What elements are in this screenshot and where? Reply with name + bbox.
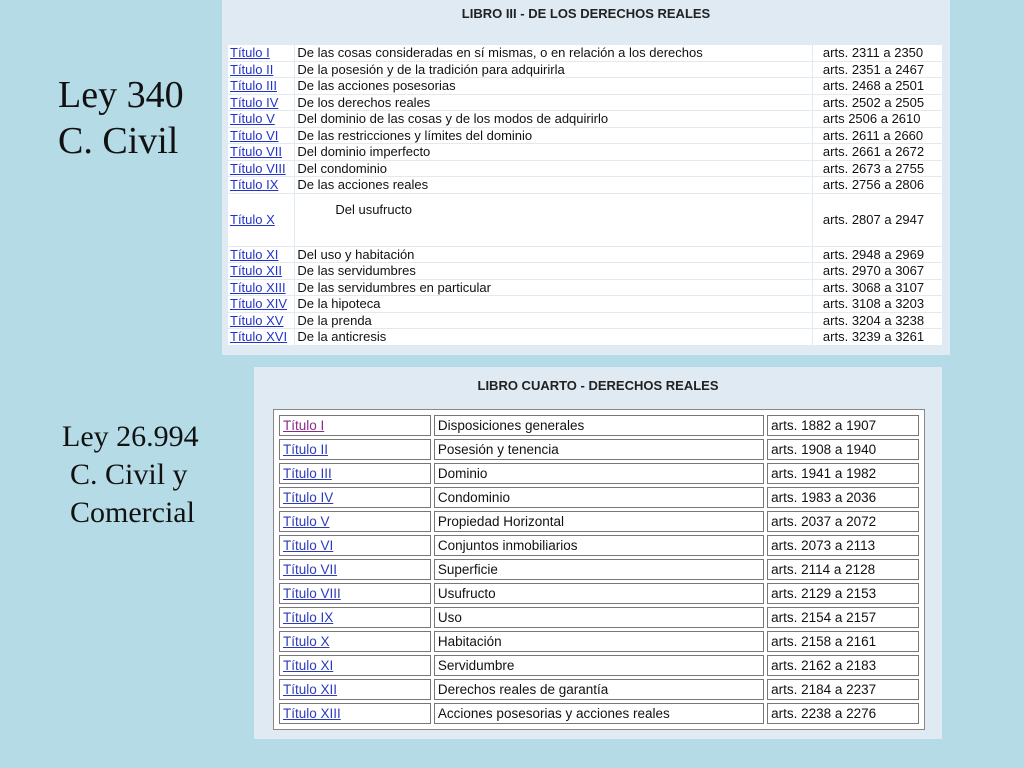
titulo-link[interactable]: Título XI [230, 246, 279, 262]
descripcion-cell: Del usufructo [295, 194, 812, 246]
titulo-cell [228, 111, 294, 127]
table-row [228, 263, 942, 279]
descripcion-cell: De la anticresis [295, 329, 812, 345]
titulo-link[interactable]: Título VII [230, 144, 283, 160]
table-row [279, 511, 919, 532]
ley-340-line-1: Ley 340 [58, 74, 184, 116]
table-row [279, 583, 919, 604]
titulo-cell [279, 415, 431, 436]
descripcion-cell: Condominio [434, 487, 764, 508]
titulo-cell [228, 177, 294, 193]
ley-340-label [58, 72, 184, 164]
arts-cell: arts. 2948 a 2969 [813, 247, 942, 263]
titulo-link[interactable]: Título IX [283, 610, 334, 625]
descripcion-cell: Derechos reales de garantía [434, 679, 764, 700]
arts-cell: arts. 2158 a 2161 [767, 631, 919, 652]
arts-cell: arts. 3239 a 3261 [813, 329, 942, 345]
arts-cell: arts. 2351 a 2467 [813, 62, 942, 78]
titulo-link[interactable]: Título IV [283, 490, 334, 505]
ley-26994-line-3: Comercial [70, 496, 195, 529]
titulo-cell [228, 296, 294, 312]
titulo-link[interactable]: Título XIV [230, 296, 288, 312]
libro-iii-table [227, 44, 943, 346]
table-row [279, 487, 919, 508]
arts-cell: arts. 2502 a 2505 [813, 95, 942, 111]
arts-cell: arts. 2673 a 2755 [813, 161, 942, 177]
libro-cuarto-panel [254, 367, 942, 739]
table-row [279, 463, 919, 484]
table-row [279, 439, 919, 460]
arts-cell: arts. 2311 a 2350 [813, 45, 942, 61]
arts-cell: arts. 1983 a 2036 [767, 487, 919, 508]
descripcion-cell: De las servidumbres en particular [295, 280, 812, 296]
titulo-cell [228, 45, 294, 61]
titulo-cell [228, 144, 294, 160]
table-row [279, 679, 919, 700]
arts-cell: arts. 2970 a 3067 [813, 263, 942, 279]
titulo-cell [279, 535, 431, 556]
table-row [228, 62, 942, 78]
table-row [228, 111, 942, 127]
table-row [279, 655, 919, 676]
arts-cell: arts 2506 a 2610 [813, 111, 942, 127]
arts-cell: arts. 1941 a 1982 [767, 463, 919, 484]
titulo-cell [228, 78, 294, 94]
table-row [279, 607, 919, 628]
titulo-cell [279, 463, 431, 484]
titulo-link[interactable]: Título III [283, 466, 332, 481]
descripcion-cell: Acciones posesorias y acciones reales [434, 703, 764, 724]
arts-cell: arts. 2162 a 2183 [767, 655, 919, 676]
titulo-cell [228, 95, 294, 111]
titulo-link[interactable]: Título V [230, 111, 275, 127]
titulo-link[interactable]: Título I [283, 418, 325, 433]
ley-26994-line-1: Ley 26.994 [62, 420, 199, 453]
ley-26994-line-2: C. Civil y [70, 458, 188, 491]
titulo-link[interactable]: Título VI [230, 127, 279, 143]
ley-340-line-2: C. Civil [58, 120, 179, 162]
table-row [228, 194, 942, 246]
descripcion-cell: Conjuntos inmobiliarios [434, 535, 764, 556]
arts-cell: arts. 2184 a 2237 [767, 679, 919, 700]
libro-iii-panel [222, 0, 950, 355]
arts-cell: arts. 2114 a 2128 [767, 559, 919, 580]
titulo-cell [279, 583, 431, 604]
titulo-link[interactable]: Título VI [283, 538, 334, 553]
arts-cell: arts. 2756 a 2806 [813, 177, 942, 193]
table-row [228, 128, 942, 144]
titulo-cell [228, 313, 294, 329]
arts-cell: arts. 2807 a 2947 [813, 194, 942, 246]
titulo-cell [228, 280, 294, 296]
table-row [279, 559, 919, 580]
table-row [228, 329, 942, 345]
titulo-link[interactable]: Título IX [230, 177, 279, 193]
titulo-link[interactable]: Título II [230, 61, 274, 77]
titulo-cell [279, 511, 431, 532]
table-row [228, 161, 942, 177]
titulo-link[interactable]: Título III [230, 78, 277, 94]
titulo-cell [228, 194, 294, 246]
table-row [228, 247, 942, 263]
titulo-link[interactable]: Título VIII [283, 586, 341, 601]
titulo-link[interactable]: Título XVI [230, 329, 288, 345]
descripcion-cell: Usufructo [434, 583, 764, 604]
titulo-link[interactable]: Título VII [283, 562, 338, 577]
ley-26994-label [62, 418, 199, 532]
arts-cell: arts. 3204 a 3238 [813, 313, 942, 329]
titulo-link[interactable]: Título XII [283, 682, 338, 697]
libro-cuarto-table-frame [273, 409, 925, 730]
table-row [279, 415, 919, 436]
titulo-link[interactable]: Título X [283, 634, 330, 649]
titulo-link[interactable]: Título VIII [230, 160, 286, 176]
titulo-cell [228, 62, 294, 78]
titulo-cell [279, 631, 431, 652]
descripcion-cell: Del dominio imperfecto [295, 144, 812, 160]
arts-cell: arts. 2073 a 2113 [767, 535, 919, 556]
descripcion-cell: De la prenda [295, 313, 812, 329]
table-row [228, 296, 942, 312]
titulo-cell [279, 559, 431, 580]
table-row [228, 45, 942, 61]
arts-cell: arts. 1908 a 1940 [767, 439, 919, 460]
descripcion-cell: Servidumbre [434, 655, 764, 676]
titulo-cell [228, 128, 294, 144]
arts-cell: arts. 2611 a 2660 [813, 128, 942, 144]
libro-iii-heading: LIBRO III - DE LOS DERECHOS REALES [461, 6, 711, 21]
descripcion-cell: De las cosas consideradas en sí mismas, o en relación a los derechos [295, 45, 812, 61]
table-row [228, 144, 942, 160]
titulo-link[interactable]: Título II [283, 442, 329, 457]
descripcion-cell: Uso [434, 607, 764, 628]
titulo-link[interactable]: Título XIII [283, 706, 341, 721]
arts-cell: arts. 2468 a 2501 [813, 78, 942, 94]
titulo-link[interactable]: Título X [230, 212, 275, 227]
table-row [279, 703, 919, 724]
descripcion-cell: De los derechos reales [295, 95, 812, 111]
descripcion-cell: Dominio [434, 463, 764, 484]
titulo-cell [228, 161, 294, 177]
titulo-cell [279, 703, 431, 724]
libro-cuarto-table [276, 412, 922, 727]
arts-cell: arts. 3108 a 3203 [813, 296, 942, 312]
table-row [228, 313, 942, 329]
table-row [228, 280, 942, 296]
titulo-link[interactable]: Título IV [230, 94, 279, 110]
titulo-link[interactable]: Título XI [283, 658, 334, 673]
titulo-cell [279, 655, 431, 676]
arts-cell: arts. 2037 a 2072 [767, 511, 919, 532]
titulo-cell [279, 487, 431, 508]
titulo-cell [279, 607, 431, 628]
descripcion-cell: De las servidumbres [295, 263, 812, 279]
titulo-link[interactable]: Título I [230, 45, 270, 61]
titulo-link[interactable]: Título XII [230, 263, 283, 279]
descripcion-cell: De la hipoteca [295, 296, 812, 312]
descripcion-cell: Del condominio [295, 161, 812, 177]
descripcion-cell: De las acciones reales [295, 177, 812, 193]
arts-cell: arts. 2238 a 2276 [767, 703, 919, 724]
titulo-cell [279, 439, 431, 460]
descripcion-cell: Habitación [434, 631, 764, 652]
titulo-cell [228, 263, 294, 279]
descripcion-cell: Del uso y habitación [295, 247, 812, 263]
titulo-cell [228, 329, 294, 345]
descripcion-cell: Del dominio de las cosas y de los modos de adquirirlo [295, 111, 812, 127]
titulo-link[interactable]: Título V [283, 514, 330, 529]
table-row [228, 95, 942, 111]
arts-cell: arts. 2661 a 2672 [813, 144, 942, 160]
libro-cuarto-heading: LIBRO CUARTO - DERECHOS REALES [477, 378, 719, 393]
arts-cell: arts. 3068 a 3107 [813, 280, 942, 296]
table-row [279, 535, 919, 556]
titulo-link[interactable]: Título XIII [230, 279, 286, 295]
arts-cell: arts. 1882 a 1907 [767, 415, 919, 436]
titulo-cell [228, 247, 294, 263]
descripcion-cell: De las acciones posesorias [295, 78, 812, 94]
descripcion-cell: Posesión y tenencia [434, 439, 764, 460]
table-row [279, 631, 919, 652]
titulo-link[interactable]: Título XV [230, 312, 284, 328]
descripcion-cell: De la posesión y de la tradición para adquirirla [295, 62, 812, 78]
table-row [228, 177, 942, 193]
descripcion-cell: Propiedad Horizontal [434, 511, 764, 532]
descripcion-cell: Superficie [434, 559, 764, 580]
descripcion-cell: Disposiciones generales [434, 415, 764, 436]
descripcion-cell: De las restricciones y límites del dominio [295, 128, 812, 144]
titulo-cell [279, 679, 431, 700]
arts-cell: arts. 2129 a 2153 [767, 583, 919, 604]
table-row [228, 78, 942, 94]
arts-cell: arts. 2154 a 2157 [767, 607, 919, 628]
